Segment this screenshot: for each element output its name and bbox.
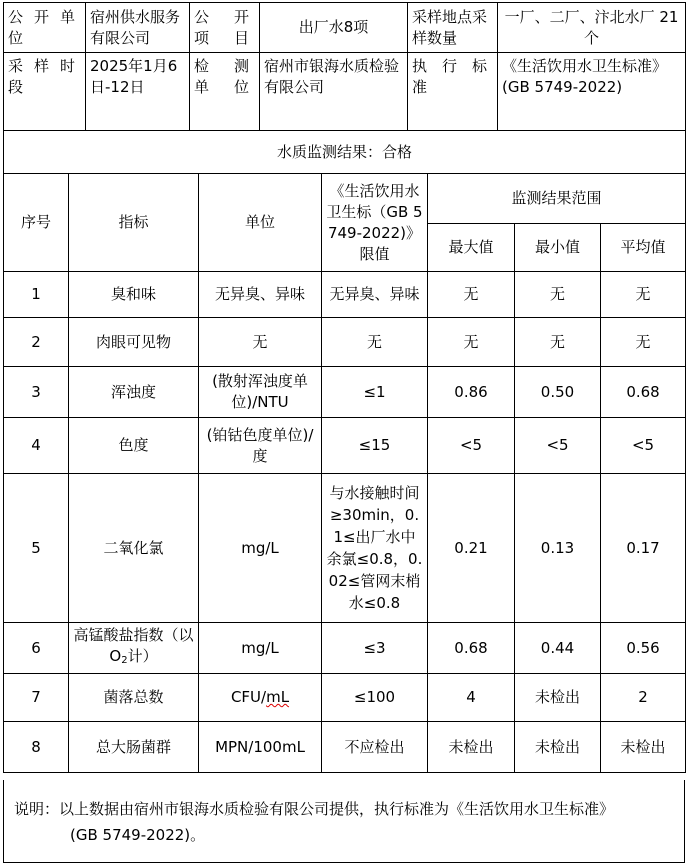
monitoring-results-table bbox=[3, 130, 686, 773]
sampling-site-value: 一厂、二厂、汴北水厂 21个 bbox=[498, 3, 686, 53]
row-limit: 不应检出 bbox=[322, 722, 428, 773]
table-row bbox=[4, 272, 686, 318]
testing-unit-label: 检测单位 bbox=[190, 53, 260, 131]
row-limit: ≤100 bbox=[322, 674, 428, 722]
row-unit: (铂钴色度单位)/度 bbox=[199, 418, 322, 474]
footnote-line-1: 说明：以上数据由宿州市银海水质检验有限公司提供，执行标准为《生活饮用水卫生标准》 bbox=[14, 800, 615, 818]
row-max: <5 bbox=[428, 418, 515, 474]
water-quality-report bbox=[3, 2, 685, 863]
col-unit-header: 单位 bbox=[199, 174, 322, 272]
table-row bbox=[4, 674, 686, 722]
col-indicator-header: 指标 bbox=[69, 174, 199, 272]
row-avg: 0.17 bbox=[601, 474, 686, 623]
row-indicator: 浑浊度 bbox=[69, 367, 199, 418]
row-indicator-subscript: 2 bbox=[121, 655, 128, 666]
table-row bbox=[4, 318, 686, 367]
row-indicator: 菌落总数 bbox=[69, 674, 199, 722]
row-index: 5 bbox=[4, 474, 69, 623]
table-row bbox=[4, 474, 686, 623]
row-index: 4 bbox=[4, 418, 69, 474]
publish-unit-label: 公开单位 bbox=[4, 3, 86, 53]
row-indicator: 肉眼可见物 bbox=[69, 318, 199, 367]
report-header-table bbox=[3, 2, 686, 131]
col-limit-header: 《生活饮用水卫生标（GB 5749-2022)》限值 bbox=[322, 174, 428, 272]
sampling-period-value: 2025年1月6日-12日 bbox=[86, 53, 190, 131]
row-unit: 无 bbox=[199, 318, 322, 367]
row-unit-part: CFU/ bbox=[230, 688, 267, 706]
row-limit: ≤1 bbox=[322, 367, 428, 418]
row-min: 未检出 bbox=[515, 722, 601, 773]
row-indicator-suffix: （以O bbox=[109, 626, 194, 665]
table-row bbox=[4, 367, 686, 418]
row-max: 无 bbox=[428, 272, 515, 318]
row-max: 0.21 bbox=[428, 474, 515, 623]
row-min: 无 bbox=[515, 272, 601, 318]
row-min: <5 bbox=[515, 418, 601, 474]
row-min: 0.50 bbox=[515, 367, 601, 418]
row-max: 0.68 bbox=[428, 623, 515, 674]
row-unit: MPN/100mL bbox=[199, 722, 322, 773]
row-avg: 无 bbox=[601, 318, 686, 367]
publish-unit-value: 宿州供水服务有限公司 bbox=[86, 3, 190, 53]
col-avg-header: 平均值 bbox=[601, 224, 686, 272]
row-index: 8 bbox=[4, 722, 69, 773]
row-limit: ≤15 bbox=[322, 418, 428, 474]
row-avg: 无 bbox=[601, 272, 686, 318]
row-limit: 无 bbox=[322, 318, 428, 367]
row-unit bbox=[199, 674, 322, 722]
row-max: 无 bbox=[428, 318, 515, 367]
row-min: 无 bbox=[515, 318, 601, 367]
publish-item-label: 公开项目 bbox=[190, 3, 260, 53]
row-index: 6 bbox=[4, 623, 69, 674]
row-limit: 无异臭、异味 bbox=[322, 272, 428, 318]
testing-unit-value: 宿州市银海水质检验有限公司 bbox=[260, 53, 408, 131]
row-avg: 2 bbox=[601, 674, 686, 722]
row-avg: 未检出 bbox=[601, 722, 686, 773]
publish-item-value: 出厂水8项 bbox=[260, 3, 408, 53]
overall-result: 水质监测结果：合格 bbox=[4, 131, 686, 174]
row-min: 0.44 bbox=[515, 623, 601, 674]
row-indicator-end: 计） bbox=[127, 647, 158, 665]
row-limit: 与水接触时间≥30min，0.1≤出厂水中余氯≤0.8，0.02≤管网末梢水≤0.8 bbox=[322, 474, 428, 623]
table-row bbox=[4, 418, 686, 474]
sampling-period-label: 采样时段 bbox=[4, 53, 86, 131]
standard-label: 执行标准 bbox=[408, 53, 498, 131]
row-index: 1 bbox=[4, 272, 69, 318]
row-unit: mg/L bbox=[199, 474, 322, 623]
row-unit-underlined: mL bbox=[266, 688, 290, 706]
row-min: 0.13 bbox=[515, 474, 601, 623]
row-indicator: 二氧化氯 bbox=[69, 474, 199, 623]
col-index-header: 序号 bbox=[4, 174, 69, 272]
footnote-line-2: (GB 5749-2022)。 bbox=[70, 826, 206, 844]
col-range-header: 监测结果范围 bbox=[428, 174, 686, 224]
row-indicator-name: 高锰酸盐指数 bbox=[73, 626, 164, 644]
table-row bbox=[4, 623, 686, 674]
row-index: 7 bbox=[4, 674, 69, 722]
row-unit: mg/L bbox=[199, 623, 322, 674]
row-indicator: 色度 bbox=[69, 418, 199, 474]
table-row bbox=[4, 722, 686, 773]
row-min: 未检出 bbox=[515, 674, 601, 722]
row-unit: (散射浑浊度单位)/NTU bbox=[199, 367, 322, 418]
footnote bbox=[3, 780, 685, 863]
standard-value: 《生活饮用水卫生标准》(GB 5749-2022) bbox=[498, 53, 686, 131]
row-index: 3 bbox=[4, 367, 69, 418]
row-avg: <5 bbox=[601, 418, 686, 474]
row-avg: 0.56 bbox=[601, 623, 686, 674]
col-max-header: 最大值 bbox=[428, 224, 515, 272]
row-max: 未检出 bbox=[428, 722, 515, 773]
col-min-header: 最小值 bbox=[515, 224, 601, 272]
row-index: 2 bbox=[4, 318, 69, 367]
row-avg: 0.68 bbox=[601, 367, 686, 418]
row-indicator: 总大肠菌群 bbox=[69, 722, 199, 773]
row-max: 0.86 bbox=[428, 367, 515, 418]
row-indicator: 臭和味 bbox=[69, 272, 199, 318]
row-unit: 无异臭、异味 bbox=[199, 272, 322, 318]
row-indicator bbox=[69, 623, 199, 674]
row-limit: ≤3 bbox=[322, 623, 428, 674]
row-max: 4 bbox=[428, 674, 515, 722]
sampling-site-label: 采样地点采样数量 bbox=[408, 3, 498, 53]
